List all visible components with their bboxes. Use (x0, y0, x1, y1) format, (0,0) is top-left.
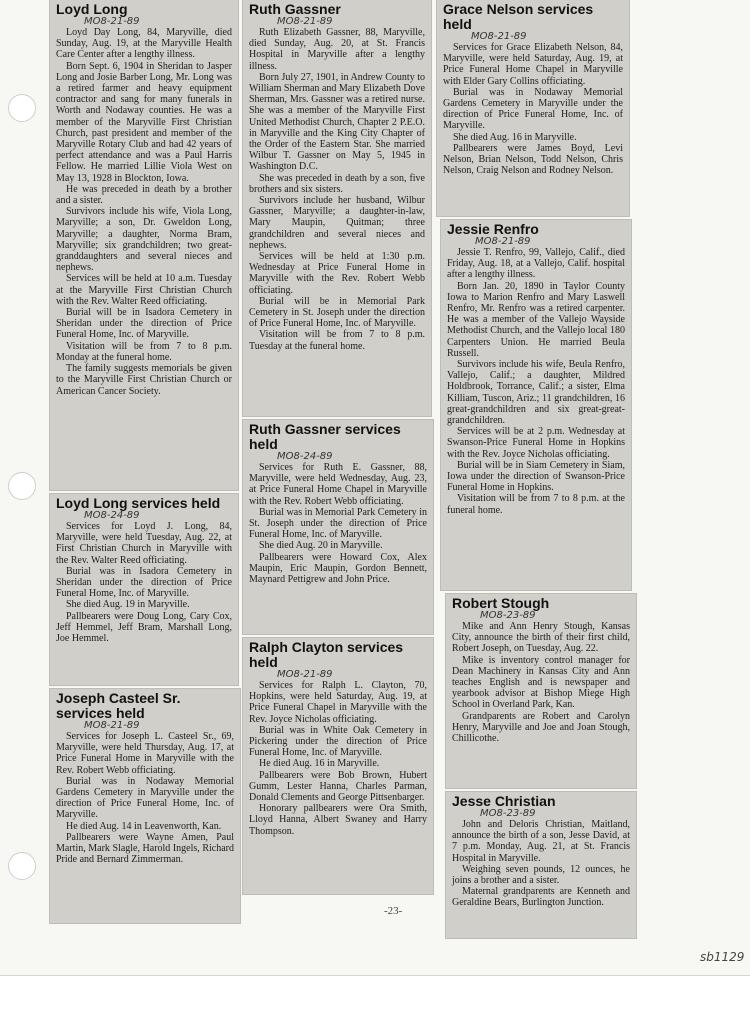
clipping-headline: Ruth Gassner (249, 1, 341, 17)
clipping-paragraph: Survivors include her husband, Wilbur Gassner, Maryville; a daughter-in-law, Mary Maupin, Quitman; three grandchildren and several nieces and nephews. (249, 195, 425, 251)
clipping-paragraph: Burial was in Memorial Park Cemetery in St. Joseph under the direction of Price Funeral Home, Inc. of Maryville. (249, 506, 427, 541)
clipping-paragraph: Services for Ralph L. Clayton, 70, Hopkins, were held Saturday, Aug. 19, at Price Funeral Chapel in Maryville with the Rev. Joyce Nicholas officiating. (249, 680, 427, 725)
handwritten-date-note: MO8-23-89 (480, 610, 536, 621)
clipping-paragraph: Pallbearers were Howard Cox, Alex Maupin, Eric Maupin, Gordon Bennett, Maynard Pettigrew and John Price. (249, 551, 427, 586)
clipping-paragraph: She died Aug. 19 in Maryville. (66, 599, 190, 611)
page-number: -23- (384, 905, 403, 917)
clipping-paragraph: Services for Loyd J. Long, 84, Maryville, were held Tuesday, Aug. 22, at First Christian Church in Maryville with the Rev. Walter Reed officiating. (56, 521, 232, 566)
handwritten-date-note: MO8-21-89 (84, 16, 140, 27)
clipping-paragraph: Services for Grace Elizabeth Nelson, 84, Maryville, were held Saturday, Aug. 19, at Price Funeral Home Chapel in Maryville with Elder Gary Collins officiating. (443, 42, 623, 87)
clipping-paragraph: Grandparents are Robert and Carolyn Henry, Maryville and Joe and Joan Stough, Chillicothe. (452, 710, 630, 745)
clipping-paragraph: Services will be held at 1:30 p.m. Wednesday at Price Funeral Home in Maryville with the Rev. Robert Webb officiating. (249, 251, 425, 296)
handwritten-date-note: MO8-24-89 (84, 510, 140, 521)
clipping-headline: Jessie Renfro (447, 221, 539, 237)
clipping-paragraph: Mike is inventory control manager for Dean Machinery in Kansas City and Ann teaches English and is newspaper and yearbook advisor at Bishop Miege High School in Overland Park, Kan. (452, 654, 630, 711)
clipping-paragraph: He died Aug. 14 in Leavenworth, Kan. (66, 820, 222, 832)
birth-announcement-clipping (446, 792, 636, 938)
clipping-headline: Loyd Long (56, 1, 128, 17)
handwritten-date-note: MO8-21-89 (471, 31, 527, 42)
clipping-paragraph: Burial was in Nodaway Memorial Gardens Cemetery in Maryville under the direction of Price Funeral Home, Inc. of Maryville. (56, 775, 234, 821)
binder-hole-middle (8, 472, 36, 500)
obituary-clipping (243, 420, 433, 634)
clipping-paragraph: Visitation will be from 7 to 8 p.m. Tuesday at the funeral home. (249, 329, 425, 352)
clipping-headline: Ralph Clayton services held (249, 639, 404, 670)
binder-hole-top (8, 94, 36, 122)
obituary-clipping (50, 494, 238, 685)
clipping-paragraph: Burial will be in Isadora Cemetery in Sheridan under the direction of Price Funeral Home, Inc. of Maryville. (56, 307, 232, 341)
clipping-paragraph: Jessie T. Renfro, 99, Vallejo, Calif., died Friday, Aug. 18, at a Vallejo, Calif. hospital after a lengthy illness. (447, 247, 625, 281)
clipping-paragraph: Services for Joseph L. Casteel Sr., 69, Maryville, were held Thursday, Aug. 17, at Price Funeral Home in Maryville with the Rev. Robert Webb officiating. (56, 731, 234, 776)
handwritten-date-note: MO8-21-89 (277, 16, 333, 27)
clipping-paragraph: He was preceded in death by a brother and a sister. (56, 183, 232, 207)
handwritten-date-note: MO8-21-89 (84, 720, 140, 731)
obituary-clipping (243, 0, 431, 416)
clipping-paragraph: Weighing seven pounds, 12 ounces, he joins a brother and a sister. (452, 863, 630, 887)
clipping-paragraph: Visitation will be from 7 to 8 p.m. at the funeral home. (447, 493, 625, 516)
clipping-paragraph: Burial was in White Oak Cemetery in Pickering under the direction of Price Funeral Home, Inc. of Maryville. (249, 724, 427, 759)
clipping-paragraph: Burial was in Nodaway Memorial Gardens Cemetery in Maryville under the direction of Price Funeral Home, Inc. of Maryville. (443, 86, 623, 132)
clipping-paragraph: Born Jan. 20, 1890 in Taylor County Iowa to Marion Renfro and Mary Laswell Renfro, Mr. Renfro was a retired carpenter. He was a member of the Vallejo Wayside Methodist Church, and the Vallejo local 180 Carpenters Union. He married Beula Russell. (447, 280, 625, 359)
handwritten-date-note: MO8-21-89 (475, 236, 531, 247)
clipping-paragraph: Maternal grandparents are Kenneth and Geraldine Bears, Burlington Junction. (452, 886, 630, 909)
handwritten-date-note: MO8-24-89 (277, 451, 333, 462)
clipping-paragraph: John and Deloris Christian, Maitland, announce the birth of a son, Jesse David, at 7 p.m. Monday, Aug. 21, at St. Francis Hospital in Maryville. (452, 819, 630, 864)
clipping-headline: Grace Nelson services held (443, 1, 594, 32)
clipping-paragraph: Pallbearers were Bob Brown, Hubert Gumm, Lester Hanna, Charles Parman, Donald Clements and George Pittsenbarger. (249, 769, 427, 804)
clipping-paragraph: She died Aug. 20 in Maryville. (259, 540, 383, 552)
obituary-clipping (441, 220, 631, 590)
clipping-headline: Loyd Long services held (56, 495, 221, 511)
handwritten-file-code: sb1129 (700, 950, 745, 964)
clipping-paragraph: Mike and Ann Henry Stough, Kansas City, announce the birth of their first child, Robert Joseph, on Tuesday, Aug. 22. (452, 621, 630, 655)
clipping-paragraph: Loyd Day Long, 84, Maryville, died Sunday, Aug. 19, at the Maryville Health Care Center after a lengthy illness. (56, 27, 232, 61)
obituary-clipping (437, 0, 629, 216)
clipping-paragraph: Burial will be in Memorial Park Cemetery in St. Joseph under the direction of Price Funeral Home, Inc. of Maryville. (249, 295, 425, 330)
clipping-paragraph: Pallbearers were Doug Long, Cary Cox, Jeff Hemmel, Jeff Bram, Marshall Long, Joe Hemmel. (56, 610, 232, 645)
clipping-headline: Joseph Casteel Sr. services held (56, 690, 181, 721)
handwritten-date-note: MO8-21-89 (277, 669, 333, 680)
clipping-headline: Ruth Gassner services held (249, 421, 401, 452)
clipping-paragraph: Survivors include his wife, Beula Renfro, Vallejo, Calif.; a daughter, Mildred Holdbrook, Torrance, Calif.; a sister, Elma Killiam, Tuscon, Ariz.; 11 grandchildren, 16 great-grandchildren and six great-great-grandchildren. (447, 359, 625, 427)
birth-announcement-clipping (446, 594, 636, 788)
clipping-paragraph: Services for Ruth E. Gassner, 88, Maryville, were held Wednesday, Aug. 23, at Price Funeral Home Chapel in Maryville with the Rev. Robert Webb officiating. (249, 462, 427, 507)
handwritten-date-note: MO8-23-89 (480, 808, 536, 819)
clipping-paragraph: Ruth Elizabeth Gassner, 88, Maryville, died Sunday, Aug. 20, at St. Francis Hospital in Maryville after a lengthy illness. (249, 27, 425, 72)
clipping-paragraph: Born July 27, 1901, in Andrew County to William Sherman and Mary Elizabeth Dove Sherman, Mrs. Gassner was a retired nurse. She was a member of the Maryville First United Methodist Church, Chapter 2 P.E.O. in Maryville and the King City Chapter of the Order of the Eastern Star. She married Wilbur T. Gassner on May 5, 1945 in Washington D.C. (249, 71, 425, 173)
clipping-paragraph: Honorary pallbearers were Ora Smith, Lloyd Hanna, Albert Swaney and Harry Thompson. (249, 803, 427, 837)
clipping-paragraph: Burial was in Isadora Cemetery in Sheridan under the direction of Price Funeral Home, Inc. of Maryville. (56, 565, 232, 600)
clipping-headline: Robert Stough (452, 595, 550, 611)
clipping-paragraph: Survivors include his wife, Viola Long, Maryville; a son, Dr. Gweldon Long, Maryville; a daughter, Norma Bram, Maryville; six grandchildren; two great-granddaughters and several nieces and nephews. (56, 206, 232, 274)
clipping-headline: Jesse Christian (452, 793, 556, 809)
clipping-paragraph: Pallbearers were Wayne Amen, Paul Martin, Mark Slagle, Harold Ingels, Richard Pride and Bernard Zimmerman. (56, 831, 234, 866)
clipping-paragraph: Born Sept. 6, 1904 in Sheridan to Jasper Long and Josie Barber Long, Mr. Long was a retired farmer and heavy equipment contractor and sang for many funerals in Worth and Nodaway counties. He was a member of the Maryville First Christian Church, past president and member of the Maryville Rotary Club and had 42 years of perfect attendance and was a Paul Harris Fellow. He married Lillie Viola West on May 13, 1928 in Blockton, Iowa. (56, 60, 232, 184)
clipping-paragraph: Services will be at 2 p.m. Wednesday at Swanson-Price Funeral Home in Hopkins with the Rev. Joyce Nicholas officiating. (447, 426, 625, 460)
obituary-clipping (50, 689, 240, 923)
obituary-clipping (50, 0, 238, 490)
clipping-paragraph: Burial will be in Siam Cemetery in Siam, Iowa under the direction of Swanson-Price Funeral Home in Hopkins. (447, 459, 625, 494)
clipping-paragraph: Visitation will be from 7 to 8 p.m. Monday at the funeral home. (56, 340, 232, 363)
clipping-paragraph: Pallbearers were James Boyd, Levi Nelson, Brian Nelson, Todd Nelson, Chris Nelson, Craig Nelson and Rodney Nelson. (443, 142, 623, 177)
clipping-paragraph: The family suggests memorials be given to the Maryville First Christian Church or American Cancer Society. (56, 363, 232, 397)
clipping-paragraph: He died Aug. 16 in Maryville. (259, 758, 380, 770)
binder-hole-bottom (8, 852, 36, 880)
clipping-paragraph: She was preceded in death by a son, five brothers and six sisters. (249, 172, 425, 195)
clipping-paragraph: Services will be held at 10 a.m. Tuesday at the Maryville First Christian Church with the Rev. Walter Reed officiating. (56, 273, 232, 307)
obituary-clipping (243, 638, 433, 894)
clipping-paragraph: She died Aug. 16 in Maryville. (453, 131, 577, 143)
